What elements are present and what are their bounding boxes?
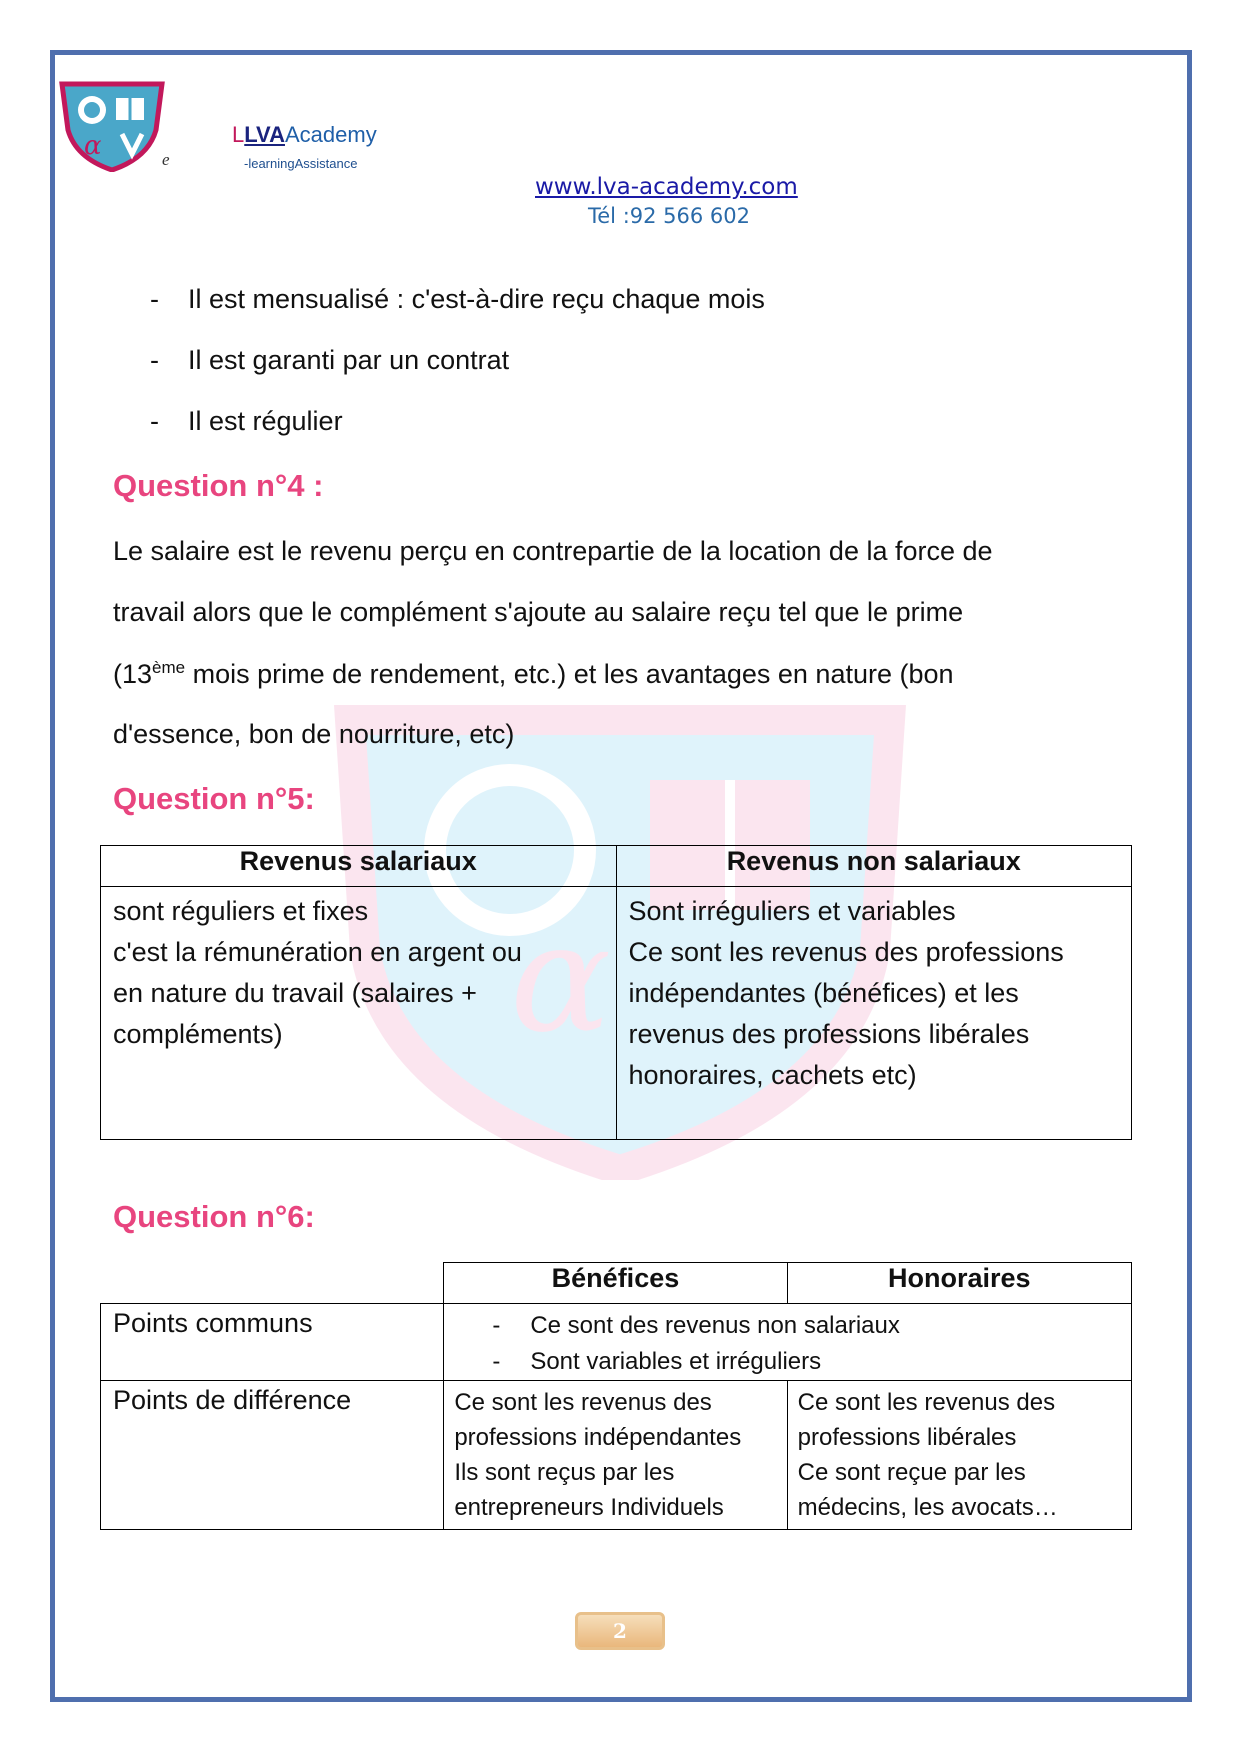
list-item: - Il est garanti par un contrat — [150, 345, 510, 375]
q4-line-1: Le salaire est le revenu perçu en contrepartie de la location de la force de — [113, 536, 993, 566]
q4-line-4: d'essence, bon de nourriture, etc) — [113, 719, 515, 749]
logo-letter: e — [162, 150, 170, 169]
col-header-non-salariaux: Revenus non salariaux — [616, 846, 1132, 887]
svg-text:α: α — [84, 131, 102, 161]
cell-salariaux: sont réguliers et fixes c'est la rémunération en argent ou en nature du travail (salaires + compléments) — [101, 887, 617, 1140]
question-6-heading: Question n°6: — [113, 1199, 315, 1234]
col-header-benefices: Bénéfices — [444, 1263, 787, 1304]
question-4-heading: Question n°4 : — [113, 468, 324, 503]
cell-benefices-difference: Ce sont les revenus des professions indépendantes Ils sont reçus par les entrepreneurs Individuels — [444, 1381, 787, 1530]
svg-text:α: α — [510, 892, 612, 1066]
row-label-difference: Points de différence — [101, 1381, 444, 1530]
cell-points-communs: - Ce sont des revenus non salariaux - Sont variables et irréguliers — [444, 1304, 1132, 1381]
col-header-salariaux: Revenus salariaux — [101, 846, 617, 887]
lva-logo-icon — [58, 80, 166, 172]
phone-number: Tél :92 566 602 — [588, 204, 751, 228]
q4-line-2: travail alors que le complément s'ajoute au salaire reçu tel que le prime — [113, 597, 964, 627]
brand-name: LLVAAcademy — [232, 122, 377, 147]
benefices-honoraires-table — [100, 1262, 1132, 1530]
list-item: - Il est régulier — [150, 406, 343, 436]
row-label-communs: Points communs — [101, 1304, 444, 1381]
page-number-badge: 2 — [575, 1612, 665, 1650]
cell-honoraires-difference: Ce sont les revenus des professions libérales Ce sont reçue par les médecins, les avocats… — [787, 1381, 1131, 1530]
revenus-table — [100, 845, 1132, 1140]
list-item: - Il est mensualisé : c'est-à-dire reçu chaque mois — [150, 284, 765, 314]
cell-non-salariaux: Sont irréguliers et variables Ce sont les revenus des professions indépendantes (bénéfices) et les revenus des professions libérales honoraires, cachets etc) — [616, 887, 1132, 1140]
question-5-heading: Question n°5: — [113, 781, 315, 816]
website-link[interactable]: www.lva-academy.com — [535, 174, 798, 200]
col-header-honoraires: Honoraires — [787, 1263, 1131, 1304]
q4-line-3: (13ème mois prime de rendement, etc.) et les avantages en nature (bon — [113, 658, 954, 689]
brand-tagline: -learningAssistance — [244, 156, 358, 171]
